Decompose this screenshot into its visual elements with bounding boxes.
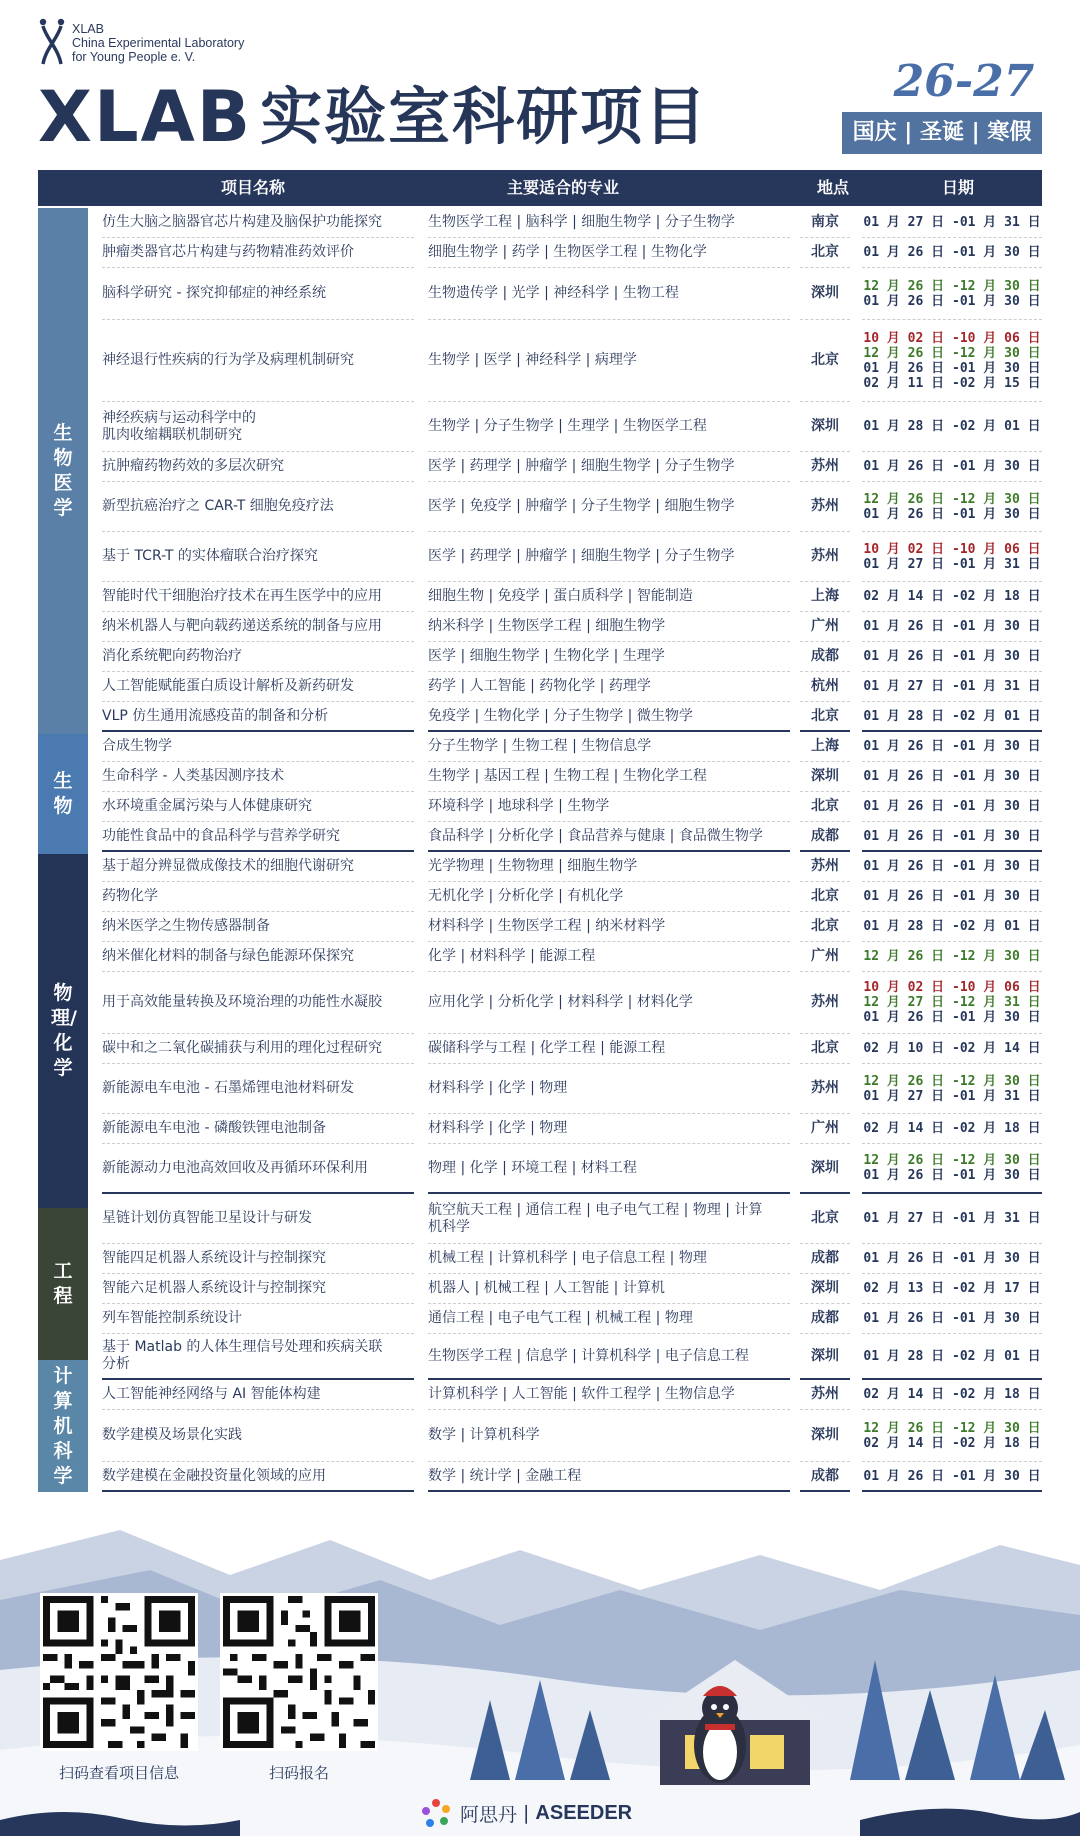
category-text: 生物医学 [53, 422, 73, 519]
project-location: 深圳 [800, 268, 850, 320]
project-dates [862, 1274, 1042, 1304]
date-range: 01 月 26 日 -01 月 30 日 [863, 1010, 1041, 1025]
date-range: 01 月 26 日 -01 月 30 日 [863, 1468, 1041, 1484]
table-row [0, 672, 1080, 702]
header-major: 主要适合的专业 [506, 178, 619, 197]
project-dates [862, 582, 1042, 612]
category-text: 计算机科学 [53, 1364, 73, 1487]
table-row [0, 912, 1080, 942]
project-dates [862, 972, 1042, 1034]
project-dates [862, 238, 1042, 268]
project-dates [862, 762, 1042, 792]
project-location: 北京 [800, 882, 850, 912]
project-dates [862, 1244, 1042, 1274]
project-major: 航空航天工程 | 通信工程 | 电子电气工程 | 物理 | 计算 机科学 [428, 1194, 790, 1244]
project-major: 化学 | 材料科学 | 能源工程 [428, 942, 790, 972]
table-row [0, 1334, 1080, 1380]
brand-en: ASEEDER [535, 1801, 633, 1824]
category-text: 工程 [53, 1260, 73, 1307]
project-name: 肿瘤类器官芯片构建与药物精准药效评价 [102, 238, 414, 268]
date-range: 01 月 26 日 -01 月 30 日 [863, 799, 1041, 814]
project-major: 分子生物学 | 生物工程 | 生物信息学 [428, 732, 790, 762]
project-location: 深圳 [800, 1334, 850, 1380]
project-dates [862, 882, 1042, 912]
date-range: 10 月 02 日 -10 月 06 日 [863, 330, 1041, 346]
date-range: 01 月 27 日 -01 月 31 日 [863, 1211, 1041, 1226]
trees-icon [450, 1620, 1070, 1790]
date-range: 01 月 27 日 -01 月 31 日 [863, 215, 1041, 230]
project-name: 基于 TCR-T 的实体瘤联合治疗探究 [102, 532, 414, 582]
project-major: 细胞生物 | 免疫学 | 蛋白质科学 | 智能制造 [428, 582, 790, 612]
date-range: 01 月 28 日 -02 月 01 日 [863, 708, 1041, 724]
date-range: 02 月 14 日 -02 月 18 日 [863, 1121, 1041, 1136]
year-range: 26-27 [893, 56, 1035, 107]
table-row [0, 972, 1080, 1034]
project-dates [862, 942, 1042, 972]
table-row [0, 1274, 1080, 1304]
qr-code-info-icon [43, 1596, 195, 1748]
project-location: 广州 [800, 942, 850, 972]
project-name: 星链计划仿真智能卫星设计与研发 [102, 1194, 414, 1244]
project-major: 计算机科学 | 人工智能 | 软件工程学 | 生物信息学 [428, 1380, 790, 1410]
project-dates [862, 1194, 1042, 1244]
project-major: 通信工程 | 电子电气工程 | 机械工程 | 物理 [428, 1304, 790, 1334]
project-name: 纳米机器人与靶向载药递送系统的制备与应用 [102, 612, 414, 642]
table-row [0, 268, 1080, 320]
header-date: 日期 [941, 178, 974, 197]
qr-code-signup[interactable] [220, 1593, 378, 1751]
brand-cn: 阿思丹 [460, 1803, 518, 1826]
project-location: 苏州 [800, 482, 850, 532]
project-location: 深圳 [800, 1410, 850, 1462]
project-name: 生命科学 - 人类基因测序技术 [102, 762, 414, 792]
date-range: 02 月 11 日 -02 月 15 日 [863, 375, 1041, 391]
table-row [0, 1034, 1080, 1064]
project-location: 上海 [800, 582, 850, 612]
category-text: 生物 [53, 770, 73, 817]
project-location: 北京 [800, 1034, 850, 1064]
table-row [0, 1410, 1080, 1462]
project-name: 神经疾病与运动科学中的 肌肉收缩耦联机制研究 [102, 402, 414, 452]
project-major: 生物学 | 分子生物学 | 生理学 | 生物医学工程 [428, 402, 790, 452]
date-range: 01 月 28 日 -02 月 01 日 [863, 419, 1041, 434]
project-major: 生物学 | 基因工程 | 生物工程 | 生物化学工程 [428, 762, 790, 792]
table-row [0, 1462, 1080, 1492]
project-location: 北京 [800, 320, 850, 402]
project-location: 深圳 [800, 402, 850, 452]
table-row [0, 1144, 1080, 1194]
qr-code-signup-icon [223, 1596, 375, 1748]
project-dates [862, 1462, 1042, 1492]
project-major: 材料科学 | 化学 | 物理 [428, 1114, 790, 1144]
project-location: 广州 [800, 1114, 850, 1144]
table-row [0, 942, 1080, 972]
org-line2: for Young People e. V. [72, 50, 196, 64]
table-row [0, 612, 1080, 642]
project-name: 纳米医学之生物传感器制备 [102, 912, 414, 942]
table-row [0, 320, 1080, 402]
table-row [0, 852, 1080, 882]
project-dates [862, 792, 1042, 822]
project-name: 数学建模在金融投资量化领域的应用 [102, 1462, 414, 1492]
date-range: 01 月 26 日 -01 月 30 日 [863, 828, 1041, 844]
project-name: 人工智能神经网络与 AI 智能体构建 [102, 1380, 414, 1410]
table-row [0, 1114, 1080, 1144]
project-location: 广州 [800, 612, 850, 642]
project-dates [862, 482, 1042, 532]
project-major: 机械工程 | 计算机科学 | 电子信息工程 | 物理 [428, 1244, 790, 1274]
project-major: 数学 | 计算机科学 [428, 1410, 790, 1462]
project-name: 智能六足机器人系统设计与控制探究 [102, 1274, 414, 1304]
brand-separator: | [523, 1802, 530, 1824]
date-range: 01 月 27 日 -01 月 31 日 [863, 679, 1041, 694]
project-major: 数学 | 统计学 | 金融工程 [428, 1462, 790, 1492]
date-range: 01 月 26 日 -01 月 30 日 [863, 459, 1041, 474]
project-major: 纳米科学 | 生物医学工程 | 细胞生物学 [428, 612, 790, 642]
project-name: 新型抗癌治疗之 CAR-T 细胞免疫疗法 [102, 482, 414, 532]
table-row [0, 532, 1080, 582]
date-range: 01 月 26 日 -01 月 30 日 [863, 1168, 1041, 1183]
page-title [38, 76, 708, 158]
table-row [0, 792, 1080, 822]
seasons-badge: 国庆 | 圣诞 | 寒假 [842, 112, 1042, 154]
project-location: 上海 [800, 732, 850, 762]
brand-logo [420, 1793, 660, 1833]
table-row [0, 1304, 1080, 1334]
project-location: 苏州 [800, 1380, 850, 1410]
date-range: 02 月 14 日 -02 月 18 日 [863, 589, 1041, 604]
project-dates [862, 208, 1042, 238]
project-major: 材料科学 | 化学 | 物理 [428, 1064, 790, 1114]
header-location: 地点 [816, 178, 849, 197]
project-name: 药物化学 [102, 882, 414, 912]
date-range: 12 月 26 日 -12 月 30 日 [863, 491, 1041, 507]
table-row [0, 238, 1080, 268]
project-major: 物理 | 化学 | 环境工程 | 材料工程 [428, 1144, 790, 1194]
project-dates [862, 1034, 1042, 1064]
project-name: 消化系统靶向药物治疗 [102, 642, 414, 672]
project-dates [862, 320, 1042, 402]
date-range: 02 月 14 日 -02 月 18 日 [863, 1435, 1041, 1451]
project-dates [862, 268, 1042, 320]
table-row [0, 762, 1080, 792]
date-range: 02 月 10 日 -02 月 14 日 [863, 1041, 1041, 1056]
project-major: 细胞生物学 | 药学 | 生物医学工程 | 生物化学 [428, 238, 790, 268]
date-range: 02 月 13 日 -02 月 17 日 [863, 1281, 1041, 1296]
project-name: 智能四足机器人系统设计与控制探究 [102, 1244, 414, 1274]
project-location: 成都 [800, 822, 850, 852]
project-location: 南京 [800, 208, 850, 238]
project-name: 人工智能赋能蛋白质设计解析及新药研发 [102, 672, 414, 702]
project-major: 医学 | 细胞生物学 | 生物化学 | 生理学 [428, 642, 790, 672]
title-cn: 实验室科研项目 [260, 80, 709, 153]
project-name: 神经退行性疾病的行为学及病理机制研究 [102, 320, 414, 402]
date-range: 01 月 26 日 -01 月 30 日 [863, 506, 1041, 522]
project-name: VLP 仿生通用流感疫苗的制备和分析 [102, 702, 414, 732]
header-project-name: 项目名称 [220, 178, 285, 197]
org-line1: China Experimental Laboratory [72, 36, 245, 50]
project-name: 仿生大脑之脑器官芯片构建及脑保护功能探究 [102, 208, 414, 238]
project-dates [862, 732, 1042, 762]
date-range: 12 月 26 日 -12 月 30 日 [863, 1420, 1041, 1436]
table-row [0, 1194, 1080, 1244]
project-major: 碳储科学与工程 | 化学工程 | 能源工程 [428, 1034, 790, 1064]
date-range: 01 月 26 日 -01 月 30 日 [863, 649, 1041, 664]
project-major: 药学 | 人工智能 | 药物化学 | 药理学 [428, 672, 790, 702]
project-location: 成都 [800, 1304, 850, 1334]
xlab-logo-icon [38, 18, 66, 68]
date-range: 12 月 26 日 -12 月 30 日 [863, 1073, 1041, 1089]
table-row [0, 452, 1080, 482]
title-latin: XLAB [38, 76, 253, 158]
project-major: 材料科学 | 生物医学工程 | 纳米材料学 [428, 912, 790, 942]
project-location: 北京 [800, 1194, 850, 1244]
project-location: 北京 [800, 792, 850, 822]
project-dates [862, 452, 1042, 482]
project-dates [862, 822, 1042, 852]
project-location: 北京 [800, 702, 850, 732]
table-row [0, 1380, 1080, 1410]
project-dates [862, 912, 1042, 942]
project-major: 生物医学工程 | 信息学 | 计算机科学 | 电子信息工程 [428, 1334, 790, 1380]
project-major: 光学物理 | 生物物理 | 细胞生物学 [428, 852, 790, 882]
project-location: 苏州 [800, 1064, 850, 1114]
date-range: 01 月 28 日 -02 月 01 日 [863, 919, 1041, 934]
project-dates [862, 702, 1042, 732]
project-name: 纳米催化材料的制备与绿色能源环保探究 [102, 942, 414, 972]
project-location: 苏州 [800, 852, 850, 882]
table-row [0, 582, 1080, 612]
date-range: 10 月 02 日 -10 月 06 日 [863, 541, 1041, 557]
table-row [0, 732, 1080, 762]
table-row [0, 822, 1080, 852]
qr2-caption: 扫码报名 [268, 1764, 329, 1782]
date-range: 01 月 27 日 -01 月 31 日 [863, 1088, 1041, 1104]
table-row [0, 1244, 1080, 1274]
date-range: 01 月 28 日 -02 月 01 日 [863, 1348, 1041, 1364]
project-name: 智能时代干细胞治疗技术在再生医学中的应用 [102, 582, 414, 612]
date-range: 01 月 26 日 -01 月 30 日 [863, 739, 1041, 754]
project-dates [862, 612, 1042, 642]
project-location: 成都 [800, 642, 850, 672]
date-range: 01 月 26 日 -01 月 30 日 [863, 245, 1041, 260]
date-range: 12 月 26 日 -12 月 30 日 [863, 949, 1041, 964]
project-major: 食品科学 | 分析化学 | 食品营养与健康 | 食品微生物学 [428, 822, 790, 852]
project-dates [862, 852, 1042, 882]
project-location: 深圳 [800, 1274, 850, 1304]
project-major: 医学 | 免疫学 | 肿瘤学 | 分子生物学 | 细胞生物学 [428, 482, 790, 532]
project-major: 医学 | 药理学 | 肿瘤学 | 细胞生物学 | 分子生物学 [428, 532, 790, 582]
date-range: 02 月 14 日 -02 月 18 日 [863, 1387, 1041, 1402]
project-name: 合成生物学 [102, 732, 414, 762]
org-short: XLAB [72, 22, 104, 36]
project-major: 免疫学 | 生物化学 | 分子生物学 | 微生物学 [428, 702, 790, 732]
project-major: 无机化学 | 分析化学 | 有机化学 [428, 882, 790, 912]
project-name: 新能源电车电池 - 石墨烯锂电池材料研发 [102, 1064, 414, 1114]
table-header [38, 170, 1042, 206]
project-dates [862, 1380, 1042, 1410]
project-name: 基于超分辨显微成像技术的细胞代谢研究 [102, 852, 414, 882]
project-location: 北京 [800, 912, 850, 942]
table-row [0, 208, 1080, 238]
project-dates [862, 1064, 1042, 1114]
project-location: 深圳 [800, 762, 850, 792]
project-dates [862, 1410, 1042, 1462]
header [0, 0, 1080, 170]
project-name: 新能源动力电池高效回收及再循环环保利用 [102, 1144, 414, 1194]
project-major: 环境科学 | 地球科学 | 生物学 [428, 792, 790, 822]
project-dates [862, 642, 1042, 672]
date-range: 12 月 26 日 -12 月 30 日 [863, 345, 1041, 361]
project-name: 脑科学研究 - 探究抑郁症的神经系统 [102, 268, 414, 320]
project-location: 杭州 [800, 672, 850, 702]
project-dates [862, 672, 1042, 702]
table-row [0, 402, 1080, 452]
table-row [0, 482, 1080, 532]
project-location: 北京 [800, 238, 850, 268]
date-range: 01 月 26 日 -01 月 30 日 [863, 293, 1041, 309]
project-name: 数学建模及场景化实践 [102, 1410, 414, 1462]
project-major: 生物医学工程 | 脑科学 | 细胞生物学 | 分子生物学 [428, 208, 790, 238]
project-dates [862, 1114, 1042, 1144]
project-name: 基于 Matlab 的人体生理信号处理和疾病关联 分析 [102, 1334, 414, 1380]
project-major: 机器人 | 机械工程 | 人工智能 | 计算机 [428, 1274, 790, 1304]
date-range: 01 月 26 日 -01 月 30 日 [863, 360, 1041, 376]
project-location: 苏州 [800, 532, 850, 582]
date-range: 10 月 02 日 -10 月 06 日 [863, 980, 1041, 995]
table-row [0, 882, 1080, 912]
project-major: 应用化学 | 分析化学 | 材料科学 | 材料化学 [428, 972, 790, 1034]
date-range: 01 月 26 日 -01 月 30 日 [863, 889, 1041, 904]
project-dates [862, 1304, 1042, 1334]
project-name: 新能源电车电池 - 磷酸铁锂电池制备 [102, 1114, 414, 1144]
project-name: 水环境重金属污染与人体健康研究 [102, 792, 414, 822]
qr1-caption: 扫码查看项目信息 [58, 1764, 179, 1782]
table-row [0, 702, 1080, 732]
project-major: 生物学 | 医学 | 神经科学 | 病理学 [428, 320, 790, 402]
project-location: 成都 [800, 1462, 850, 1492]
date-range: 01 月 26 日 -01 月 30 日 [863, 619, 1041, 634]
project-dates [862, 532, 1042, 582]
project-major: 医学 | 药理学 | 肿瘤学 | 细胞生物学 | 分子生物学 [428, 452, 790, 482]
project-location: 成都 [800, 1244, 850, 1274]
project-name: 功能性食品中的食品科学与营养学研究 [102, 822, 414, 852]
date-range: 01 月 26 日 -01 月 30 日 [863, 1311, 1041, 1326]
date-range: 12 月 26 日 -12 月 30 日 [863, 1153, 1041, 1168]
project-location: 深圳 [800, 1144, 850, 1194]
project-location: 苏州 [800, 972, 850, 1034]
project-name: 列车智能控制系统设计 [102, 1304, 414, 1334]
project-major: 生物遗传学 | 光学 | 神经科学 | 生物工程 [428, 268, 790, 320]
project-dates [862, 402, 1042, 452]
date-range: 01 月 26 日 -01 月 30 日 [863, 1251, 1041, 1266]
qr-code-info[interactable] [40, 1593, 198, 1751]
penguin-icon [685, 1680, 755, 1790]
aseeder-logo-icon [420, 1797, 452, 1829]
date-range: 01 月 26 日 -01 月 30 日 [863, 769, 1041, 784]
date-range: 12 月 27 日 -12 月 31 日 [863, 995, 1041, 1010]
date-range: 01 月 26 日 -01 月 30 日 [863, 859, 1041, 874]
table-row [0, 642, 1080, 672]
date-range: 12 月 26 日 -12 月 30 日 [863, 278, 1041, 294]
category-text: 物理/化学 [51, 982, 77, 1079]
org-name [72, 22, 244, 64]
project-name: 抗肿瘤药物药效的多层次研究 [102, 452, 414, 482]
date-range: 01 月 27 日 -01 月 31 日 [863, 556, 1041, 572]
project-name: 碳中和之二氧化碳捕获与利用的理化过程研究 [102, 1034, 414, 1064]
project-location: 苏州 [800, 452, 850, 482]
project-dates [862, 1334, 1042, 1380]
project-name: 用于高效能量转换及环境治理的功能性水凝胶 [102, 972, 414, 1034]
project-dates [862, 1144, 1042, 1194]
table-row [0, 1064, 1080, 1114]
